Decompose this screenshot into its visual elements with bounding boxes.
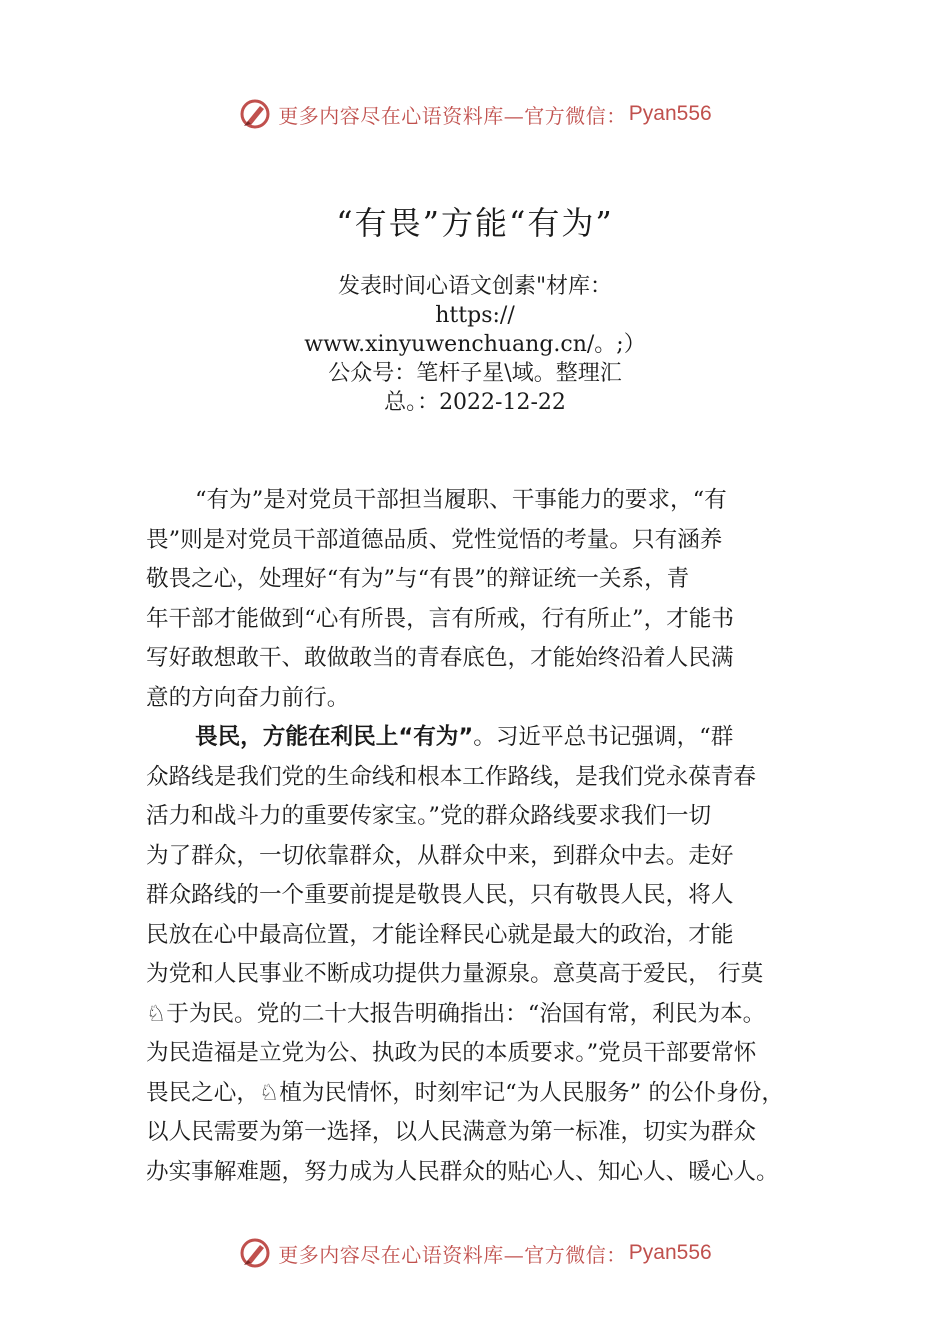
section-heading: 畏民，方能在利民上“有为” [195,724,474,750]
text-line: 写好敢想敢干、敢做敢当的青春底色，才能始终沿着人民满 [146,645,734,671]
text-line: 众路线是我们党的生命线和根本工作路线，是我们党永葆青春 [146,763,757,790]
banner-text: 更多内容尽在心语资料库—官方微信： [278,1242,627,1267]
text-line: 敬畏之心，处理好“有为”与“有畏”的辩证统一关系，青 [146,566,690,592]
text-line: 以人民需要为第一选择，以人民满意为第一标准，切实为群众 [146,1119,757,1145]
footer-banner [0,1233,950,1273]
text-line: “有为”是对党员干部担当履职、干事能力的要求，“有 [195,487,727,513]
meta-line: 发表时间心语文创素"材库： [337,274,613,299]
meta-line: 总。：2022-12-22 [384,390,566,415]
pen-logo-icon [238,1236,272,1270]
text-line: 为党和人民事业不断成功提供力量源泉。意莫高于爱民， 行莫 [146,961,764,987]
paragraph-people [146,718,836,1192]
banner-wechat-id: Pyan556 [628,102,712,125]
text-line: 民放在心中最高位置，才能诠释民心就是最大的政治，才能 [146,921,734,948]
text-line: 意的方向奋力前行。 [146,684,350,711]
text-line: 活力和战斗力的重要传家宝。”党的群众路线要求我们一切 [146,803,712,829]
text-line: 为了群众，一切依靠群众，从群众中来，到群众中去。走好 [146,842,734,869]
text-line: 办实事解难题，努力成为人民群众的贴心人、知心人、暖心人。 [146,1158,779,1185]
text-run: 。习近平总书记强调，“群 [473,724,734,750]
text-line: ♘于为民。党的二十大报告明确指出：“治国有常，利民为本。 [146,1000,766,1027]
text-line [146,718,836,758]
text-line: 群众路线的一个重要前提是敬畏人民，只有敬畏人民，将人 [146,882,734,908]
paragraph-intro [146,481,836,718]
publish-meta [265,272,685,417]
meta-line: 公众号：笔杆子星\域。整理汇 [328,361,622,386]
banner-wechat-id: Pyan556 [628,1241,712,1264]
page-title: “有畏”方能“有为” [336,204,614,242]
text-line: 年干部才能做到“心有所畏，言有所戒，行有所止”，才能书 [146,605,734,632]
text-line: 畏民之心，♘植为民情怀，时刻牢记“为人民服务” 的公仆身份， [146,1079,784,1106]
meta-line: www.xinyuwenchuang.cn/。;） [304,332,646,357]
pen-logo-icon [238,97,272,131]
meta-line: https:// [435,303,515,328]
text-line: 畏”则是对党员干部道德品质、党性觉悟的考量。只有涵养 [146,526,723,553]
header-banner [0,94,950,134]
text-line: 为民造福是立党为公、执政为民的本质要求。”党员干部要常怀 [146,1040,757,1066]
banner-text: 更多内容尽在心语资料库—官方微信： [278,103,627,128]
